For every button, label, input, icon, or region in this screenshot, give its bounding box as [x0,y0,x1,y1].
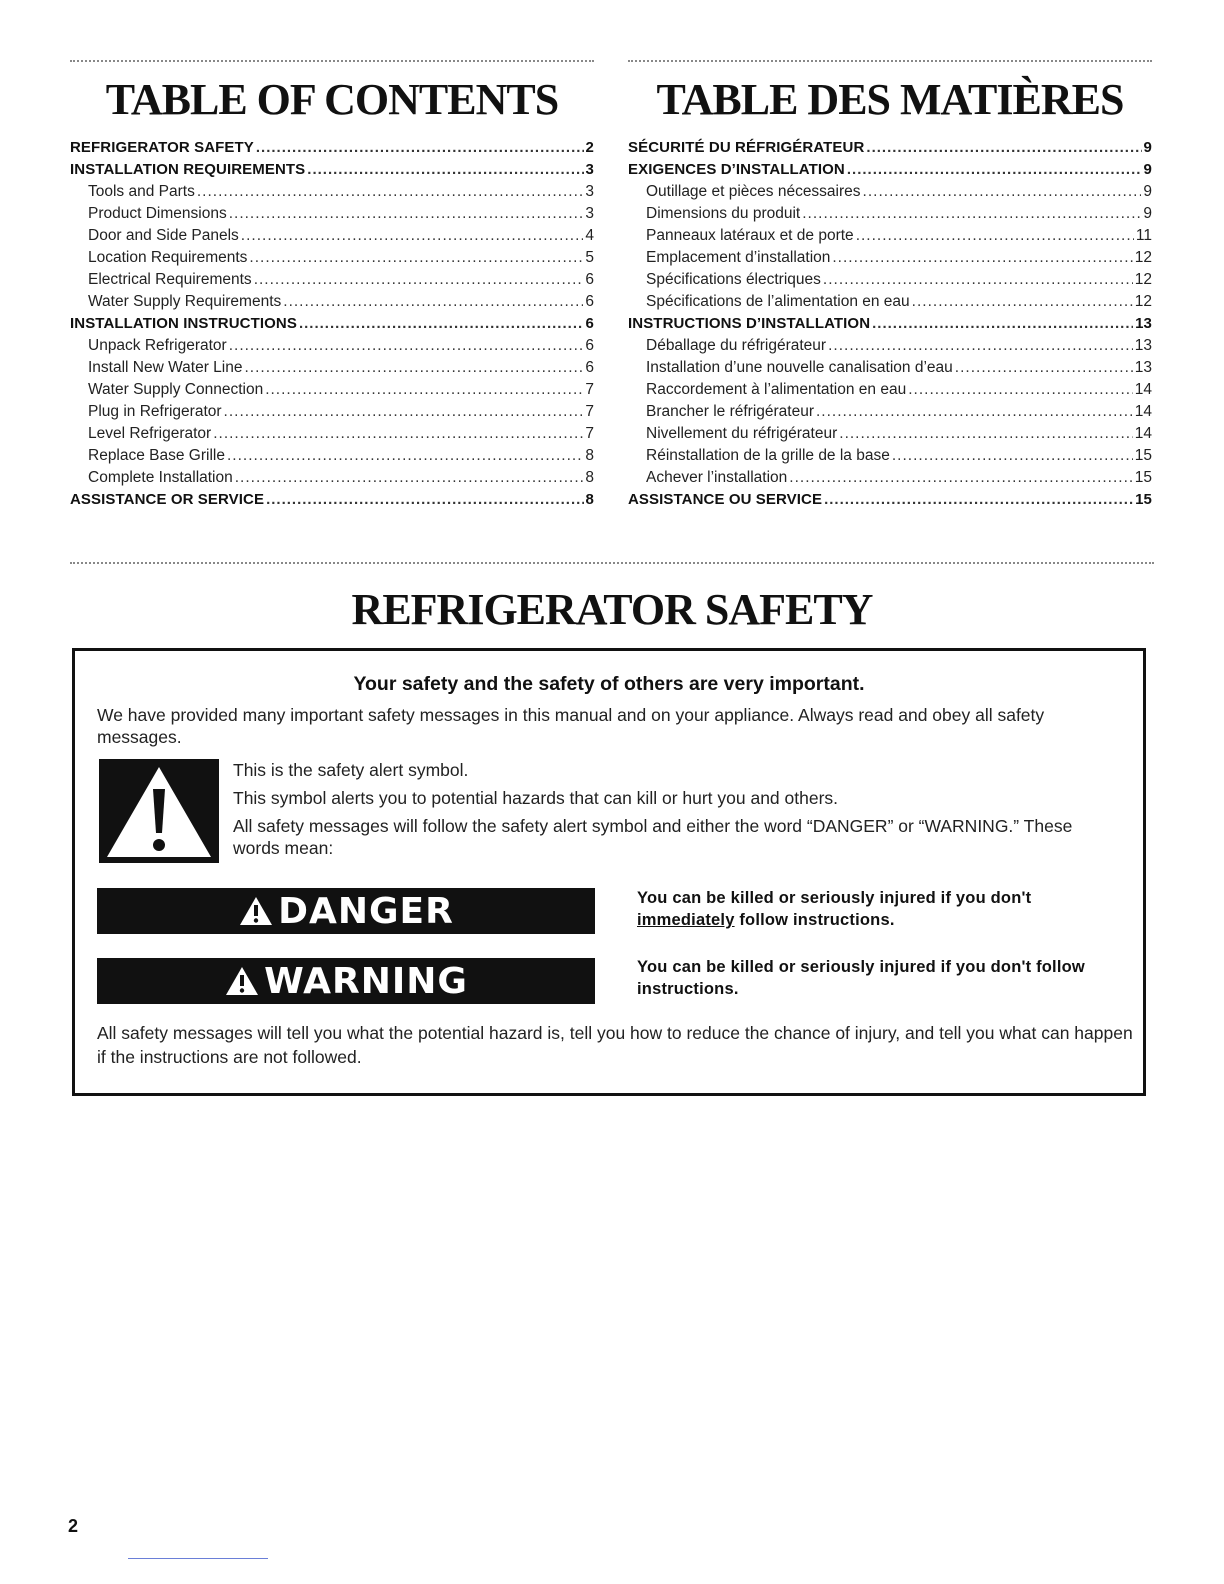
dot-leader [299,315,584,332]
toc-entry-label: Panneaux latéraux et de porte [646,227,854,244]
toc-entry-page: 12 [1134,271,1152,288]
toc-entry-label: Unpack Refrigerator [88,337,227,354]
toc-entry[interactable] [628,139,1152,161]
toc-entry-label: Water Supply Requirements [88,293,282,310]
symbol-line: All safety messages will follow the safety alert symbol and either the word “DANGER” or “WARNING.” These words mean: [233,816,1073,858]
toc-entry[interactable] [70,205,594,227]
dot-leader [266,491,583,508]
toc-entry-label: SÉCURITÉ DU RÉFRIGÉRATEUR [628,139,865,156]
dot-leader [249,249,583,267]
toc-entry[interactable] [628,227,1152,249]
dot-leader [872,315,1133,332]
toc-title-fr: TABLE DES MATIÈRES [656,75,1124,124]
dot-leader [839,425,1132,443]
dot-leader [866,139,1141,156]
toc-entry[interactable] [628,337,1152,359]
toc-entry-label: Location Requirements [88,249,248,266]
warning-description: You can be killed or seriously injured if you don't follow instructions. [637,958,1085,998]
page-number: 2 [68,1516,79,1536]
toc-entry-label: Dimensions du produit [646,205,801,222]
toc-entry-label: Level Refrigerator [88,425,212,442]
toc-entry[interactable] [628,293,1152,315]
dot-leader [823,271,1133,289]
toc-entry-page: 6 [585,315,594,332]
dot-leader [824,491,1133,508]
toc-entry-label: ASSISTANCE OR SERVICE [70,491,265,508]
dot-leader [802,205,1141,223]
safety-heading: Your safety and the safety of others are very important. [353,673,865,695]
dot-leader [847,161,1142,178]
symbol-line: This is the safety alert symbol. [233,760,469,780]
toc-entry[interactable] [70,139,594,161]
toc-entry-label: Emplacement d’installation [646,249,831,266]
toc-entry-page: 9 [1143,139,1152,156]
dot-leader [892,447,1133,465]
dot-leader [789,469,1132,487]
dot-leader [197,183,584,201]
toc-french [628,60,1152,513]
toc-entry-label: Install New Water Line [88,359,243,376]
toc-entry-page: 11 [1135,227,1152,244]
toc-entry-page: 5 [585,249,594,266]
toc-entry-page: 7 [585,381,594,398]
dot-leader [254,271,584,289]
toc-entry-label: Brancher le réfrigérateur [646,403,814,420]
toc-entry-page: 8 [585,447,594,464]
warning-triangle-icon [224,965,260,997]
dot-leader [265,381,583,399]
dot-leader [955,359,1133,377]
toc-entry-label: Water Supply Connection [88,381,264,398]
toc-entry-label: Installation d’une nouvelle canalisation d’eau [646,359,953,376]
toc-entry-label: ASSISTANCE OU SERVICE [628,491,823,508]
toc-entry[interactable] [70,491,594,513]
toc-entry[interactable] [628,447,1152,469]
dot-leader [235,469,584,487]
safety-box [72,648,1146,1096]
toc-entry-label: Tools and Parts [88,183,195,200]
toc-entry[interactable] [70,183,594,205]
toc-entry[interactable] [628,271,1152,293]
dot-leader [912,293,1133,311]
toc-list-fr [628,139,1152,513]
toc-entry-page: 9 [1143,205,1152,222]
toc-entry-page: 6 [585,359,594,376]
toc-entry[interactable] [628,359,1152,381]
toc-entry-page: 6 [585,271,594,288]
footer-line [128,1558,268,1559]
toc-entry[interactable] [70,161,594,183]
toc-entry-page: 7 [585,425,594,442]
toc-entry-page: 8 [585,491,594,508]
toc-english [70,60,594,513]
toc-entry-label: REFRIGERATOR SAFETY [70,139,254,156]
dot-leader [856,227,1134,245]
toc-entry[interactable] [628,249,1152,271]
section-title: REFRIGERATOR SAFETY [351,585,873,634]
toc-entry-page: 13 [1135,315,1152,332]
toc-entry-label: Nivellement du réfrigérateur [646,425,838,442]
toc-entry-label: Achever l’installation [646,469,788,486]
dot-leader [256,139,584,156]
toc-entry[interactable] [70,337,594,359]
toc-entry-page: 13 [1134,359,1152,376]
toc-entry-page: 14 [1134,403,1152,420]
toc-entry-page: 14 [1134,425,1152,442]
toc-entry[interactable] [628,315,1152,337]
toc-entry[interactable] [628,161,1152,183]
dot-leader [863,183,1142,201]
top-divider [628,60,1152,66]
toc-entry-label: INSTALLATION REQUIREMENTS [70,161,306,178]
danger-description: You can be killed or seriously injured if you don't immediately follow instructions. [637,889,1032,929]
toc-entry-page: 3 [585,183,594,200]
dot-leader [213,425,583,443]
toc-entry-label: Complete Installation [88,469,233,486]
dot-leader [816,403,1133,421]
toc-entry-page: 13 [1134,337,1152,354]
toc-entry[interactable] [628,469,1152,491]
toc-entry[interactable] [628,403,1152,425]
warning-triangle-icon [99,759,219,863]
toc-entry-page: 15 [1134,447,1152,464]
toc-entry[interactable] [628,425,1152,447]
dot-leader [229,205,584,223]
toc-entry-page: 15 [1135,491,1152,508]
toc-entry[interactable] [628,205,1152,227]
toc-entry-page: 8 [585,469,594,486]
safety-outro: All safety messages will tell you what the potential hazard is, tell you how to reduce the chance of injury, and tell you what can happen if the instructions are not followed. [97,1023,1133,1067]
toc-entry-page: 14 [1134,381,1152,398]
toc-entry[interactable] [70,403,594,425]
symbol-explanation [233,759,1113,859]
toc-entry-label: Door and Side Panels [88,227,239,244]
toc-entry-label: Outillage et pièces nécessaires [646,183,861,200]
toc-entry-label: Product Dimensions [88,205,227,222]
toc-entry-label: EXIGENCES D’INSTALLATION [628,161,845,178]
toc-entry[interactable] [70,315,594,337]
toc-entry-label: INSTRUCTIONS D’INSTALLATION [628,315,871,332]
toc-entry-label: Déballage du réfrigérateur [646,337,827,354]
toc-entry[interactable] [70,381,594,403]
warning-label: WARNING [264,960,468,1002]
toc-entry-page: 9 [1143,183,1152,200]
symbol-line: This symbol alerts you to potential hazards that can kill or hurt you and others. [233,788,839,808]
toc-entry-page: 6 [585,337,594,354]
dot-leader [283,293,583,311]
toc-entry[interactable] [70,271,594,293]
dot-leader [245,359,584,377]
toc-entry-label: Spécifications électriques [646,271,821,288]
toc-entry-page: 12 [1134,293,1152,310]
toc-entry-page: 7 [585,403,594,420]
toc-entry-label: INSTALLATION INSTRUCTIONS [70,315,297,332]
warning-banner [97,958,595,1004]
toc-entry[interactable] [70,249,594,271]
warning-triangle-icon [238,895,274,927]
danger-banner [97,888,595,934]
toc-entry[interactable] [70,359,594,381]
dot-leader [307,161,583,178]
dot-leader [908,381,1133,399]
dot-leader [832,249,1132,267]
toc-list-en [70,139,594,513]
toc-entry-label: Réinstallation de la grille de la base [646,447,890,464]
toc-entry-label: Electrical Requirements [88,271,252,288]
toc-entry-page: 3 [585,161,594,178]
toc-entry-page: 2 [585,139,594,156]
toc-entry[interactable] [70,469,594,491]
dot-leader [241,227,584,245]
toc-entry-label: Plug in Refrigerator [88,403,222,420]
toc-title-en: TABLE OF CONTENTS [105,75,559,124]
toc-entry-page: 3 [585,205,594,222]
dot-leader [828,337,1133,355]
toc-entry[interactable] [628,183,1152,205]
dot-leader [227,447,583,465]
top-divider [70,60,594,66]
toc-entry-page: 15 [1134,469,1152,486]
toc-entry-label: Raccordement à l’alimentation en eau [646,381,907,398]
toc-entry-page: 6 [585,293,594,310]
toc-entry[interactable] [70,227,594,249]
toc-entry[interactable] [70,425,594,447]
dot-leader [224,403,584,421]
dot-leader [229,337,584,355]
toc-entry[interactable] [628,381,1152,403]
toc-entry-page: 12 [1134,249,1152,266]
toc-entry-page: 4 [585,227,594,244]
toc-entry-label: Spécifications de l’alimentation en eau [646,293,910,310]
toc-entry[interactable] [70,293,594,315]
safety-intro: We have provided many important safety messages in this manual and on your appliance. Always read and obey all safety messages. [97,705,1045,747]
toc-entry-label: Replace Base Grille [88,447,225,464]
toc-entry[interactable] [70,447,594,469]
toc-entry-page: 9 [1143,161,1152,178]
danger-label: DANGER [278,890,454,932]
section-divider [70,562,1154,564]
toc-entry[interactable] [628,491,1152,513]
